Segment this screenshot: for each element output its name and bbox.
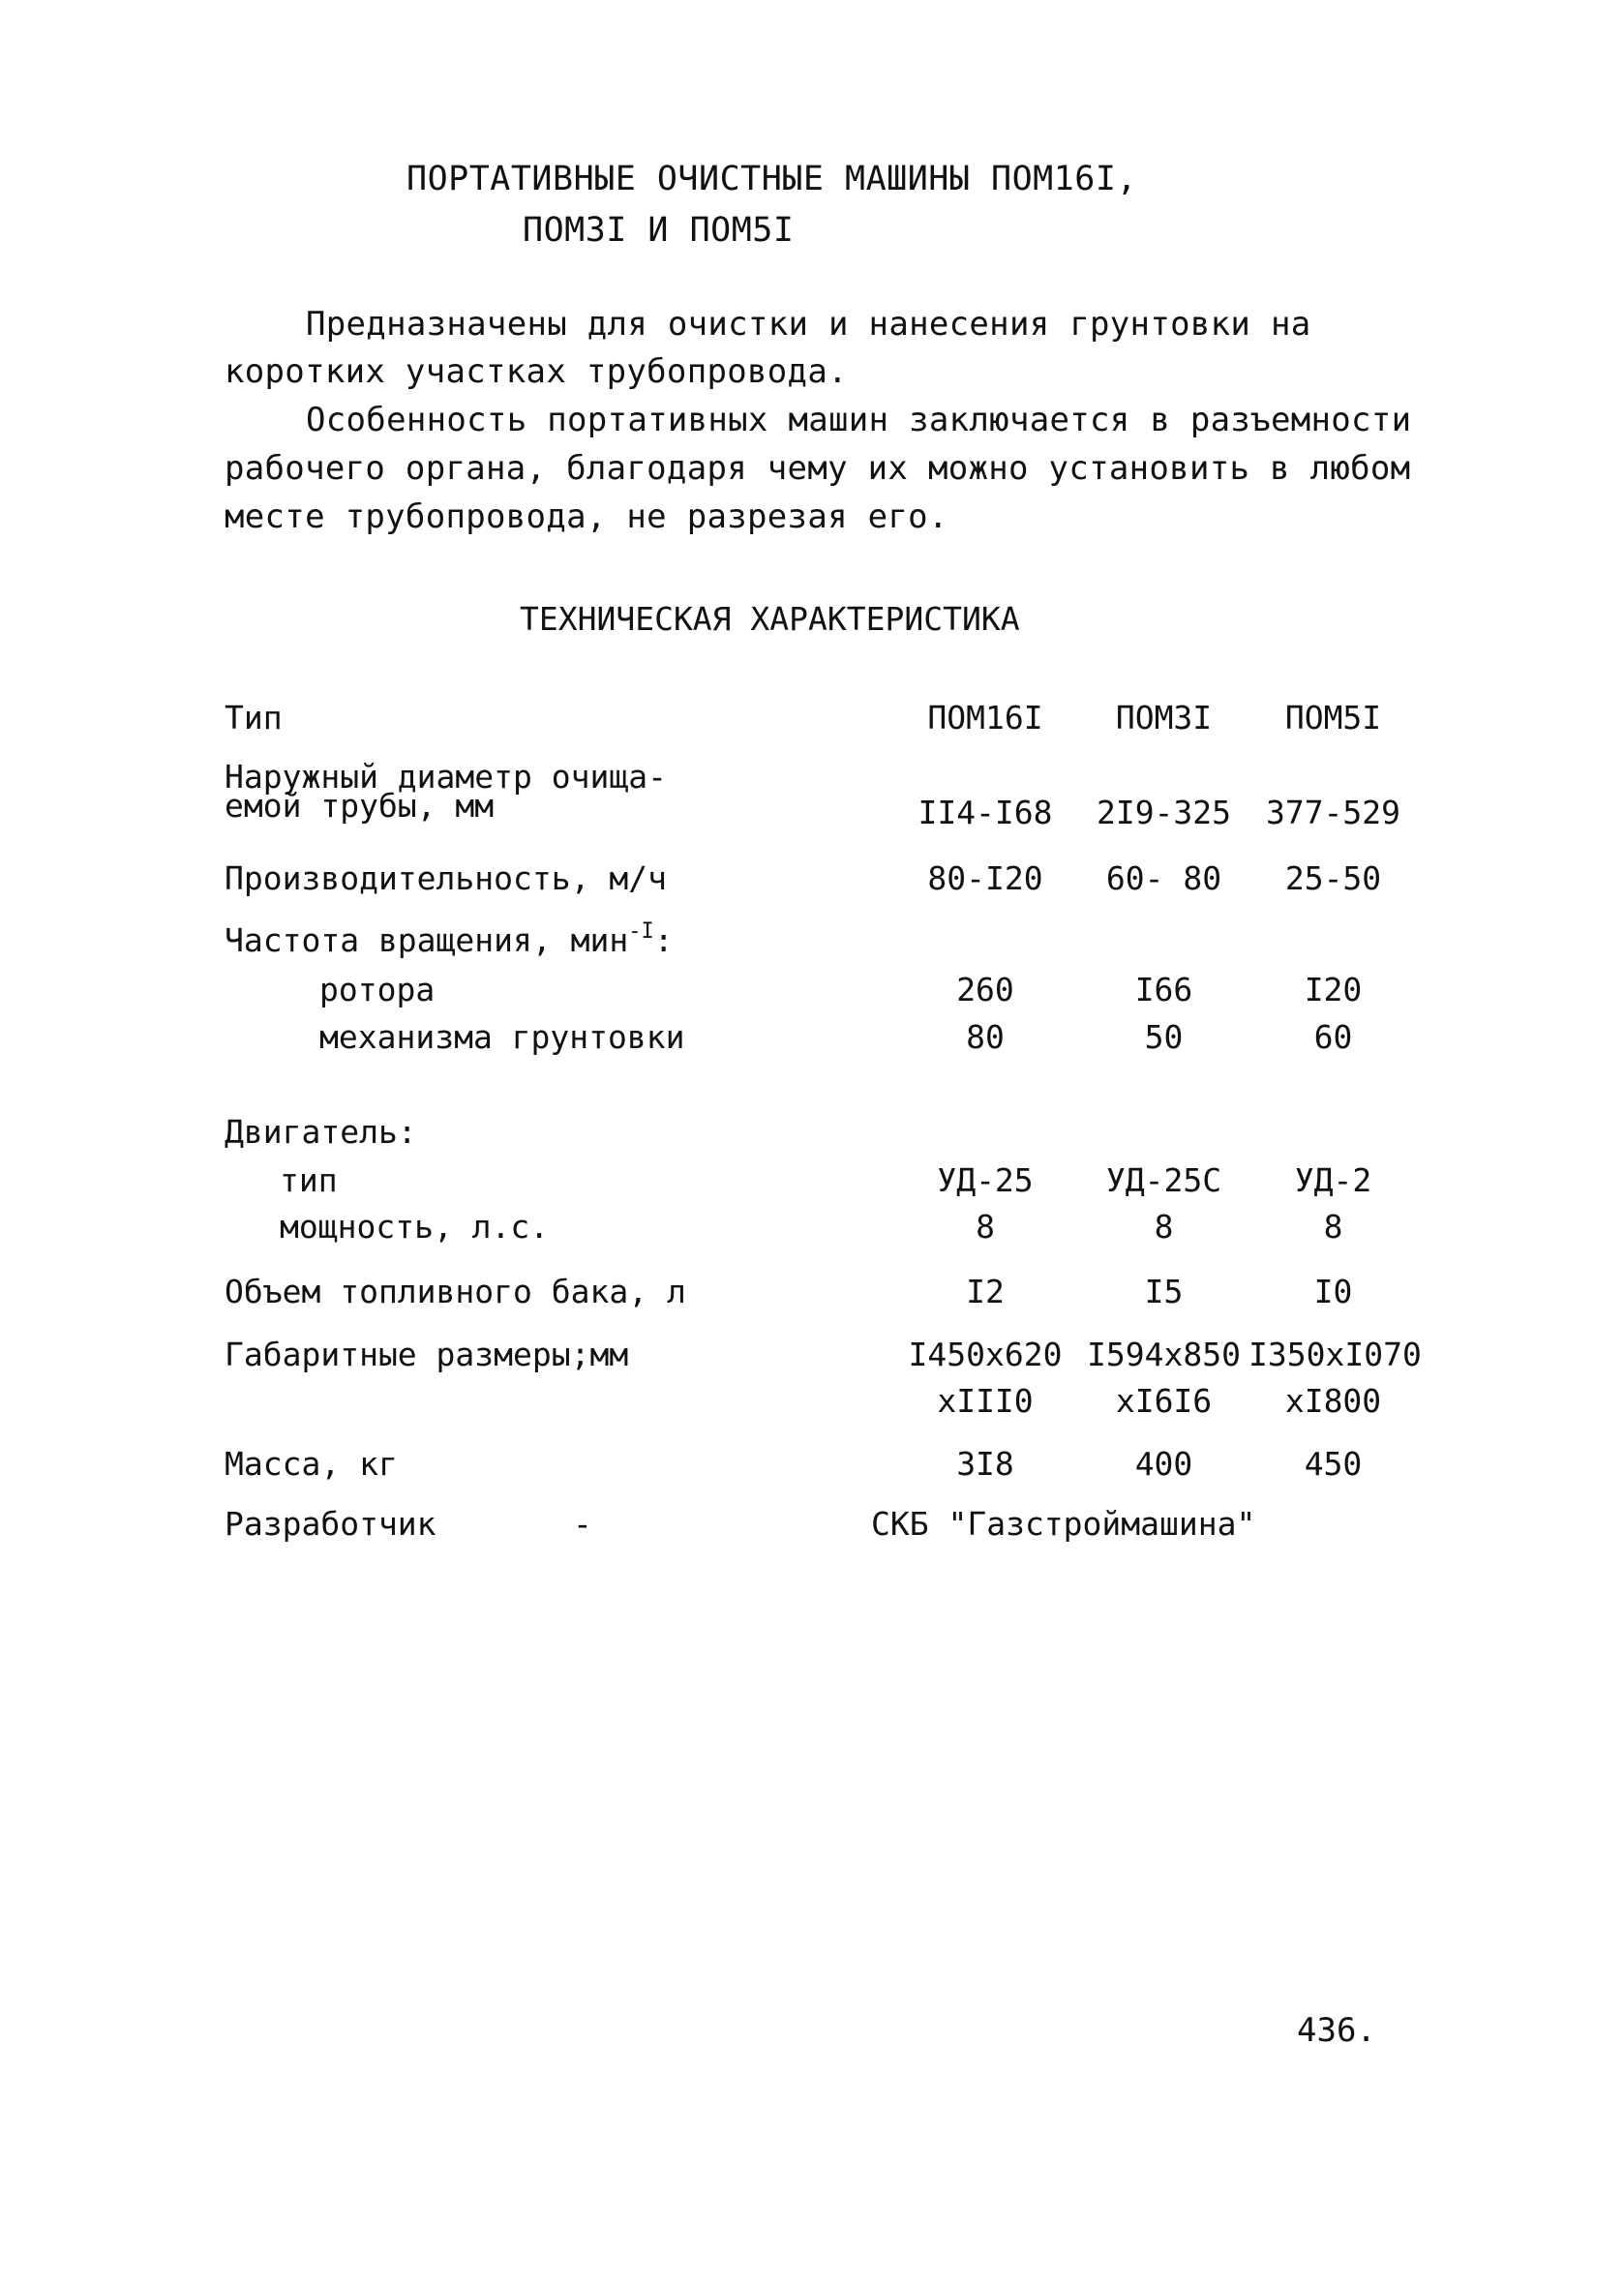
spec-value: I2 [966, 1273, 1005, 1310]
rotation-label-text: Частота вращения, мин [225, 921, 629, 959]
spec-value: I450x620 [908, 1336, 1063, 1373]
spec-value: 25-50 [1284, 859, 1382, 897]
spec-value: 8 [1323, 1208, 1343, 1246]
description-line: рабочего органа, благодаря чему их можно установить в любом [225, 449, 1411, 488]
spec-label-dimensions: Габаритные размеры;мм [225, 1336, 629, 1373]
spec-value: II4-I68 [917, 794, 1053, 831]
description-line: Особенность портативных машин заключается в разъемности [306, 401, 1412, 439]
spec-label-engine-power: мощность, л.с. [280, 1208, 550, 1246]
rotation-label-colon: : [653, 921, 674, 959]
model-name: ПОМ3I [1115, 699, 1213, 737]
description-line: Предназначены для очистки и нанесения грунтовки на [306, 305, 1311, 344]
spec-label-rotation [225, 921, 674, 959]
document-title-line-2: ПОМ3I И ПОМ5I [523, 211, 795, 250]
spec-label-type: Тип [225, 699, 283, 737]
spec-value: 80 [966, 1018, 1005, 1056]
page-number: 436. [1297, 2011, 1376, 2050]
spec-value: I0 [1313, 1273, 1353, 1310]
spec-value: 400 [1134, 1445, 1193, 1483]
spec-value: 60 [1313, 1018, 1353, 1056]
spec-value: xIII0 [937, 1382, 1034, 1420]
spec-value: 50 [1144, 1018, 1184, 1056]
description-line: месте трубопровода, не разрезая его. [225, 497, 948, 536]
spec-label-rotor: ротора [319, 971, 436, 1008]
spec-value: xI800 [1284, 1382, 1382, 1420]
spec-value: I5 [1144, 1273, 1184, 1310]
spec-label-primer: механизма грунтовки [319, 1018, 685, 1056]
spec-label-diameter: Наружный диаметр очища- [225, 758, 667, 796]
spec-label-diameter-cont: емой трубы, мм [225, 787, 495, 825]
spec-value: УД-25С [1105, 1161, 1222, 1199]
spec-value: 8 [1154, 1208, 1174, 1246]
spec-label-tank: Объем топливного бака, л [225, 1273, 686, 1310]
spec-value: 80-I20 [927, 859, 1043, 897]
model-name: ПОМ5I [1284, 699, 1382, 737]
spec-value: 60- 80 [1105, 859, 1222, 897]
spec-value: I66 [1134, 971, 1193, 1008]
spec-label-productivity: Производительность, м/ч [225, 859, 667, 897]
spec-value: УД-25 [937, 1161, 1034, 1199]
spec-label-engine: Двигатель: [225, 1113, 417, 1151]
spec-value: 377-529 [1265, 794, 1401, 831]
spec-label-mass: Масса, кг [225, 1445, 398, 1483]
model-name: ПОМ16I [927, 699, 1043, 737]
spec-value: I594x850 [1087, 1336, 1241, 1373]
rotation-unit-exponent: -I [628, 919, 654, 944]
developer-dash: - [573, 1505, 592, 1543]
spec-value: УД-2 [1294, 1161, 1372, 1199]
spec-value: 450 [1304, 1445, 1363, 1483]
document-title-line-1: ПОРТАТИВНЫЕ ОЧИСТНЫЕ МАШИНЫ ПОМ16I, [406, 160, 1138, 198]
spec-value: 2I9-325 [1096, 794, 1232, 831]
section-heading: ТЕХНИЧЕСКАЯ ХАРАКТЕРИСТИКА [520, 600, 1020, 638]
spec-value: I350xI070 [1248, 1336, 1422, 1373]
spec-value: I20 [1304, 971, 1363, 1008]
spec-value: xI6I6 [1115, 1382, 1213, 1420]
spec-label-engine-type: тип [280, 1161, 338, 1199]
description-line: коротких участках трубопровода. [225, 352, 848, 391]
spec-label-developer: Разработчик [225, 1505, 436, 1543]
developer-name: СКБ "Газстроймашина" [871, 1505, 1256, 1543]
spec-value: 260 [956, 971, 1014, 1008]
spec-value: 8 [976, 1208, 995, 1246]
spec-value: 3I8 [956, 1445, 1014, 1483]
